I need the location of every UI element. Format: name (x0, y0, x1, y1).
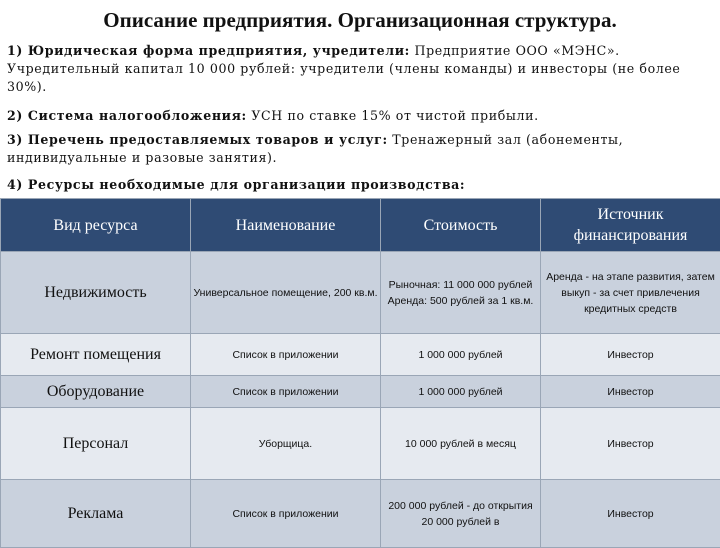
table-row (1, 480, 720, 548)
resource-type-cell: Оборудование (1, 376, 191, 408)
resource-type-cell: Реклама (1, 480, 191, 548)
table-row (1, 252, 720, 334)
paragraph-legal-form (7, 42, 713, 96)
resource-name-cell: Список в приложении (191, 376, 381, 408)
resource-cost-cell: 10 000 рублей в месяц (381, 408, 541, 480)
paragraph-label: 3) Перечень предоставляемых товаров и услуг: (7, 132, 388, 147)
paragraph-resources (7, 176, 713, 194)
resource-cost-cell: 1 000 000 рублей (381, 334, 541, 376)
page-title: Описание предприятия. Организационная структура. (0, 8, 720, 33)
resource-source-cell: Инвестор (541, 408, 720, 480)
resource-source-cell: Аренда - на этапе развития, затем выкуп - за счет привлечения кредитных средств (541, 252, 720, 334)
resource-cost-cell: Рыночная: 11 000 000 рублей Аренда: 500 рублей за 1 кв.м. (381, 252, 541, 334)
resource-type-cell: Персонал (1, 408, 191, 480)
paragraph-label: 1) Юридическая форма предприятия, учредители: (7, 43, 410, 58)
resource-type-cell: Недвижимость (1, 252, 191, 334)
header-resource-type: Вид ресурса (1, 199, 191, 252)
paragraph-services (7, 131, 713, 167)
table-header-row (1, 199, 720, 252)
paragraph-text: Тренажерный зал (абонементы, индивидуальные и разовые занятия). (7, 132, 623, 165)
header-name: Наименование (191, 199, 381, 252)
header-cost: Стоимость (381, 199, 541, 252)
resource-name-cell: Уборщица. (191, 408, 381, 480)
header-funding-source: Источник финансирования (541, 199, 720, 252)
table-row (1, 376, 720, 408)
paragraph-label: 4) Ресурсы необходимые для организации производства: (7, 177, 465, 192)
table-row (1, 334, 720, 376)
resource-cost-cell: 200 000 рублей - до открытия 20 000 рублей в (381, 480, 541, 548)
paragraph-text: УСН по ставке 15% от чистой прибыли. (247, 108, 539, 123)
resource-type-cell: Ремонт помещения (1, 334, 191, 376)
resource-source-cell: Инвестор (541, 334, 720, 376)
resource-source-cell: Инвестор (541, 480, 720, 548)
resource-source-cell: Инвестор (541, 376, 720, 408)
resource-cost-cell: 1 000 000 рублей (381, 376, 541, 408)
resources-table (0, 198, 720, 548)
paragraph-label: 2) Система налогообложения: (7, 108, 247, 123)
table-row (1, 408, 720, 480)
resource-name-cell: Универсальное помещение, 200 кв.м. (191, 252, 381, 334)
resource-name-cell: Список в приложении (191, 480, 381, 548)
paragraph-tax-system (7, 107, 713, 125)
resource-name-cell: Список в приложении (191, 334, 381, 376)
paragraph-text: Предприятие ООО «МЭНС». Учредительный капитал 10 000 рублей: учредители (члены команды) и инвесторы (не более 30%). (7, 43, 680, 94)
